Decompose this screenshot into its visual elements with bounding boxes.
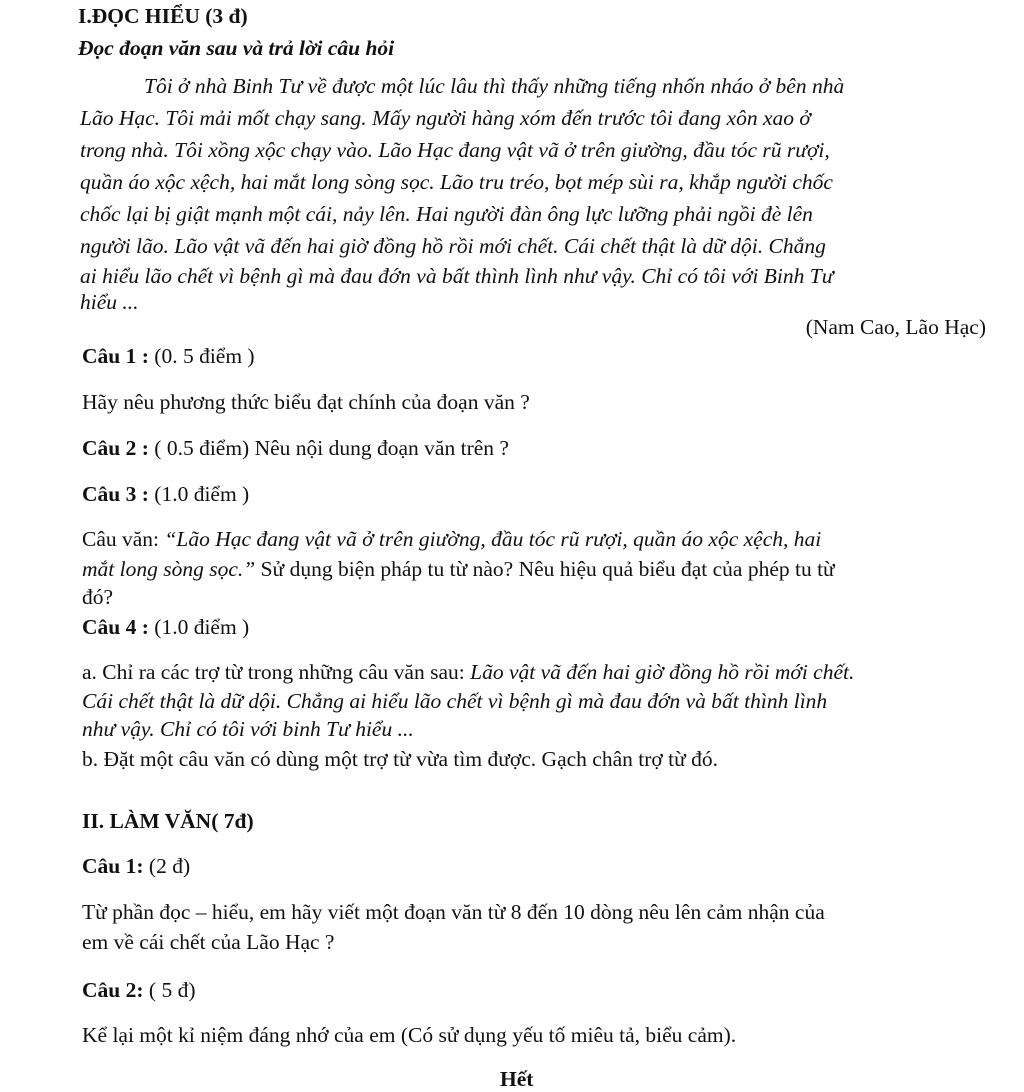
question-4a-line-3: như vậy. Chỉ có tôi với binh Tư hiểu ... — [82, 717, 414, 741]
passage-line: quần áo xộc xệch, hai mắt long sòng sọc. Lão tru tréo, bọt mép sùi ra, khắp người chốc — [80, 170, 833, 194]
question-4a-prefix: a. Chỉ ra các trợ từ trong những câu văn sau: — [82, 660, 471, 684]
question-2-text: ( 0.5 điểm) Nêu nội dung đoạn văn trên ? — [154, 436, 509, 460]
question-3-points: (1.0 điểm ) — [154, 482, 250, 506]
question-4-points: (1.0 điểm ) — [154, 615, 250, 639]
passage-line: Lão Hạc. Tôi mải mốt chạy sang. Mấy người hàng xóm đến trước tôi đang xôn xao ở — [80, 106, 811, 130]
question-4-label: Câu 4 : — [82, 615, 149, 639]
essay-2-text: Kể lại một kỉ niệm đáng nhớ của em (Có sử dụng yếu tố miêu tả, biểu cảm). — [82, 1023, 737, 1047]
question-3-prefix: Câu văn: — [82, 527, 165, 551]
question-4-header — [82, 614, 249, 640]
essay-1-points: (2 đ) — [148, 854, 191, 878]
question-3-label: Câu 3 : — [82, 482, 149, 506]
section-2-heading: II. LÀM VĂN( 7đ) — [82, 809, 254, 833]
end-marker: Hết — [500, 1067, 534, 1091]
essay-2-header — [82, 977, 195, 1003]
essay-1-label: Câu 1: — [82, 854, 144, 878]
passage-line: chốc lại bị giật mạnh một cái, nảy lên. Hai người đàn ông lực lưỡng phải ngồi đè lên — [80, 202, 813, 226]
question-1-text: Hãy nêu phương thức biểu đạt chính của đoạn văn ? — [82, 390, 530, 414]
section-1-heading: I.ĐỌC HIỂU (3 đ) — [78, 4, 248, 28]
instruction: Đọc đoạn văn sau và trả lời câu hỏi — [78, 36, 395, 60]
passage-source: (Nam Cao, Lão Hạc) — [805, 315, 986, 339]
passage-line: ai hiểu lão chết vì bệnh gì mà đau đớn và bất thình lình như vậy. Chỉ có tôi với Binh Tư — [80, 264, 834, 288]
question-4a-line-1 — [82, 659, 854, 685]
essay-2-points: ( 5 đ) — [148, 978, 196, 1002]
question-3-header — [82, 481, 249, 507]
question-4a-quote: Lão vật vã đến hai giờ đồng hồ rồi mới chết. — [470, 660, 855, 684]
question-1-label: Câu 1 : — [82, 344, 149, 368]
question-3-quote: “Lão Hạc đang vật vã ở trên giường, đầu tóc rũ rượi, quần áo xộc xệch, hai — [164, 527, 822, 551]
passage-line: Tôi ở nhà Binh Tư về được một lúc lâu thì thấy những tiếng nhốn nháo ở bên nhà — [144, 74, 845, 98]
question-3-line-3: đó? — [82, 585, 114, 609]
essay-2-label: Câu 2: — [82, 978, 144, 1002]
question-2-label: Câu 2 : — [82, 436, 149, 460]
question-4a-line-2: Cái chết thật là dữ dội. Chẳng ai hiểu lão chết vì bệnh gì mà đau đớn và bất thình lình — [82, 689, 828, 713]
essay-1-line-1: Từ phần đọc – hiểu, em hãy viết một đoạn văn từ 8 đến 10 dòng nêu lên cảm nhận của — [82, 900, 825, 924]
question-3-text: Sử dụng biện pháp tu từ nào? Nêu hiệu quả biểu đạt của phép tu từ — [255, 557, 835, 581]
question-2 — [82, 435, 509, 461]
question-3-line-2 — [82, 556, 835, 582]
passage-line: người lão. Lão vật vã đến hai giờ đồng hồ rồi mới chết. Cái chết thật là dữ dội. Chẳng — [80, 234, 826, 258]
question-3-quote-end: mắt long sòng sọc.” — [82, 557, 256, 581]
question-4b: b. Đặt một câu văn có dùng một trợ từ vừa tìm được. Gạch chân trợ từ đó. — [82, 747, 718, 771]
question-1-header — [82, 343, 255, 369]
essay-1-header — [82, 853, 190, 879]
passage-line: trong nhà. Tôi xồng xộc chạy vào. Lão Hạc đang vật vã ở trên giường, đầu tóc rũ rượi, — [80, 138, 830, 162]
essay-1-line-2: em về cái chết của Lão Hạc ? — [82, 930, 335, 954]
passage-line: hiểu ... — [80, 290, 139, 314]
question-1-points: (0. 5 điểm ) — [154, 344, 255, 368]
question-3-line-1 — [82, 526, 821, 552]
